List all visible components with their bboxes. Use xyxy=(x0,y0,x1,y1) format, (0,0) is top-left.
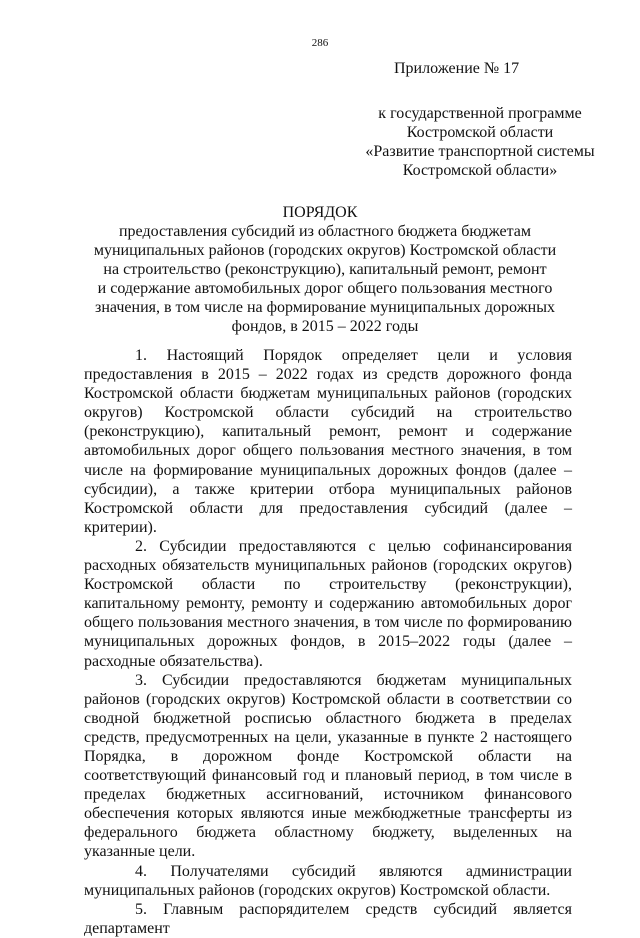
paragraph-2: 2. Субсидии предоставляются с целью софинансирования расходных обязательств муниципальных районов (городских округов) Костромской области по строительству (реконструкции), капитальному ремонту, ремонту и содержанию автомобильных дорог общего пользования местного значения, в том числе по формированию муниципальных дорожных фондов, в 2015–2022 годы (далее – расходные обязательства). xyxy=(84,537,572,670)
page-number: 286 xyxy=(311,37,329,49)
document-subtitle-line: фондов, в 2015 – 2022 годы xyxy=(231,318,419,335)
appendix-reference-line: Костромской области xyxy=(406,124,554,141)
document-title: ПОРЯДОК xyxy=(282,204,358,221)
paragraph-4: 4. Получателями субсидий являются администрации муниципальных районов (городских округов) Костромской области. xyxy=(84,862,572,899)
appendix-reference-line: Костромской области» xyxy=(402,162,558,179)
document-subtitle-line: на строительство (реконструкцию), капитальный ремонт, ремонт xyxy=(103,261,547,278)
paragraph-5: 5. Главным распорядителем средств субсидий является департамент xyxy=(84,900,572,937)
appendix-title: Приложение № 17 xyxy=(394,60,520,77)
document-subtitle-line: значения, в том числе на формирование муниципальных дорожных xyxy=(95,299,555,316)
paragraph-3: 3. Субсидии предоставляются бюджетам муниципальных районов (городских округов) Костромской области в соответствии со сводной бюджетной росписью областного бюджета в пределах средств, предусмотренных на цели, указанные в пункте 2 настоящего Порядка, в дорожном фонде Костромской области на соответствующий финансовый год и плановый период, в том числе в пределах бюджетных ассигнований, источником финансового обеспечения которых являются иные межбюджетные трансферты из федерального бюджета областному бюджету, выделенных на указанные цели. xyxy=(84,671,572,861)
appendix-reference-line: «Развитие транспортной системы xyxy=(365,143,595,160)
appendix-reference xyxy=(330,104,630,180)
document-subtitle-line: муниципальных районов (городских округов) Костромской области xyxy=(93,242,557,259)
document-subtitle-line: и содержание автомобильных дорог общего пользования местного xyxy=(97,280,553,297)
document-subtitle-line: предоставления субсидий из областного бюджета бюджетам xyxy=(118,223,531,240)
document-body xyxy=(84,346,572,938)
document-subtitle xyxy=(60,222,590,336)
paragraph-1: 1. Настоящий Порядок определяет цели и условия предоставления в 2015 – 2022 годах из средств дорожного фонда Костромской области бюджетам муниципальных районов (городских округов) Костромской области субсидий на строительство (реконструкцию), капитальный ремонт, ремонт и содержание автомобильных дорог общего пользования местного значения, в том числе на формирование муниципальных дорожных фондов (далее – субсидии), а также критерии отбора муниципальных районов Костромской области для предоставления субсидий (далее – критерии). xyxy=(84,347,572,536)
appendix-reference-line: к государственной программе xyxy=(378,105,582,122)
